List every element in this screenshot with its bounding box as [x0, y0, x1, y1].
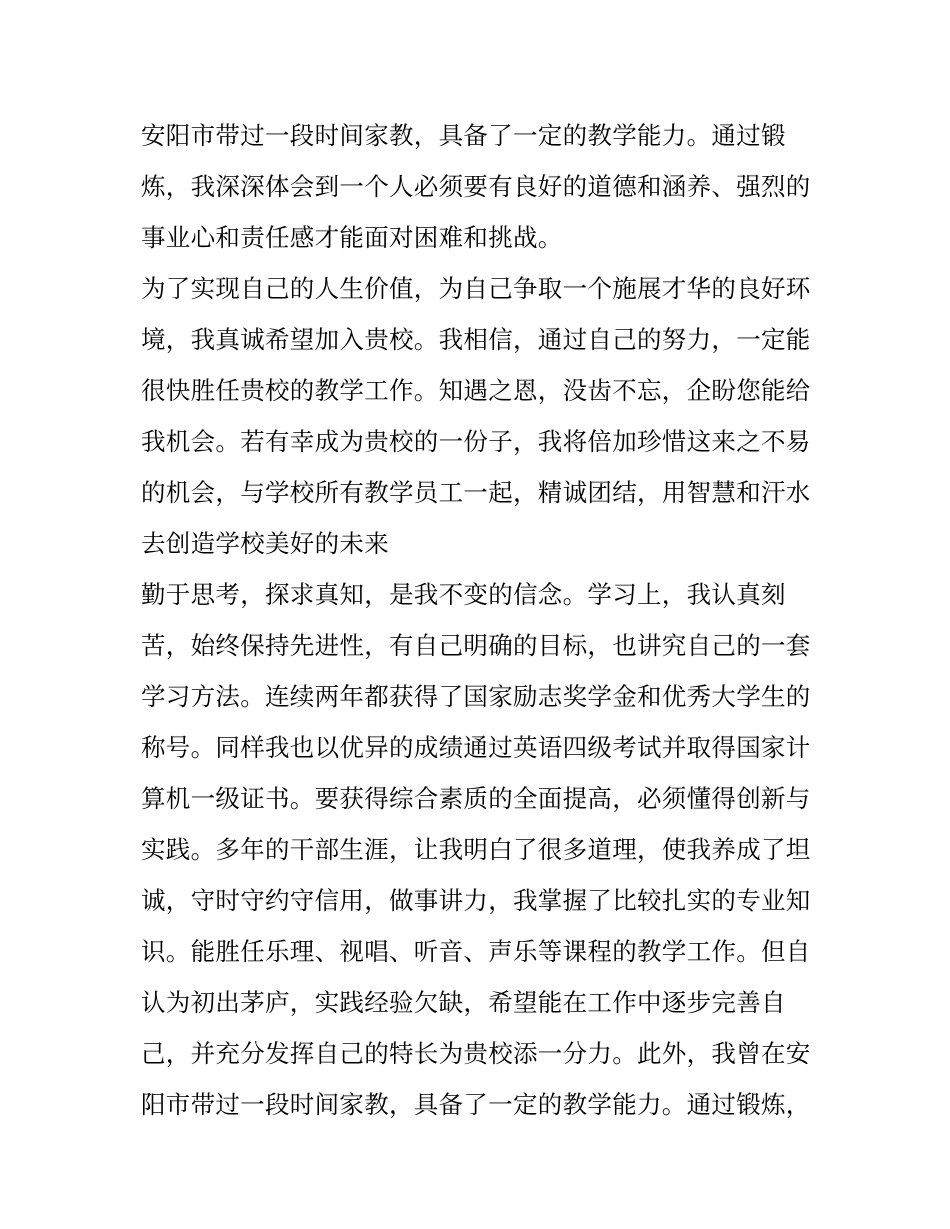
text-line: 阳市带过一段时间家教，具备了一定的教学能力。通过锻炼，: [141, 1090, 811, 1119]
text-line: 境，我真诚希望加入贵校。我相信，通过自己的努力，一定能: [141, 325, 811, 354]
text-line: 为了实现自己的人生价值，为自己争取一个施展才华的良好环: [141, 274, 811, 303]
text-line: 安阳市带过一段时间家教，具备了一定的教学能力。通过锻: [141, 121, 786, 150]
text-line: 我机会。若有幸成为贵校的一份子，我将倍加珍惜这来之不易: [141, 427, 811, 456]
text-line: 认为初出茅庐，实践经验欠缺，希望能在工作中逐步完善自: [141, 988, 786, 1017]
text-line: 诚，守时守约守信用，做事讲力，我掌握了比较扎实的专业知: [141, 886, 811, 915]
text-line: 的机会，与学校所有教学员工一起，精诚团结，用智慧和汗水: [141, 478, 811, 507]
text-line: 算机一级证书。要获得综合素质的全面提高，必须懂得创新与: [141, 784, 811, 813]
text-line: 识。能胜任乐理、视唱、听音、声乐等课程的教学工作。但自: [141, 937, 811, 966]
text-line: 很快胜任贵校的教学工作。知遇之恩，没齿不忘，企盼您能给: [141, 376, 811, 405]
text-line: 实践。多年的干部生涯，让我明白了很多道理，使我养成了坦: [141, 835, 811, 864]
text-line: 勤于思考，探求真知，是我不变的信念。学习上，我认真刻: [141, 580, 786, 609]
body-text: [141, 110, 821, 1130]
text-line: 称号。同样我也以优异的成绩通过英语四级考试并取得国家计: [141, 733, 811, 762]
text-line: 己，并充分发挥自己的特长为贵校添一分力。此外，我曾在安: [141, 1039, 811, 1068]
text-line: 学习方法。连续两年都获得了国家励志奖学金和优秀大学生的: [141, 682, 811, 711]
text-line: 事业心和责任感才能面对困难和挑战。: [141, 223, 563, 252]
text-line: 炼，我深深体会到一个人必须要有良好的道德和涵养、强烈的: [141, 172, 811, 201]
text-line: 苦，始终保持先进性，有自己明确的目标，也讲究自己的一套: [141, 631, 811, 660]
text-line: 去创造学校美好的未来: [141, 529, 389, 558]
